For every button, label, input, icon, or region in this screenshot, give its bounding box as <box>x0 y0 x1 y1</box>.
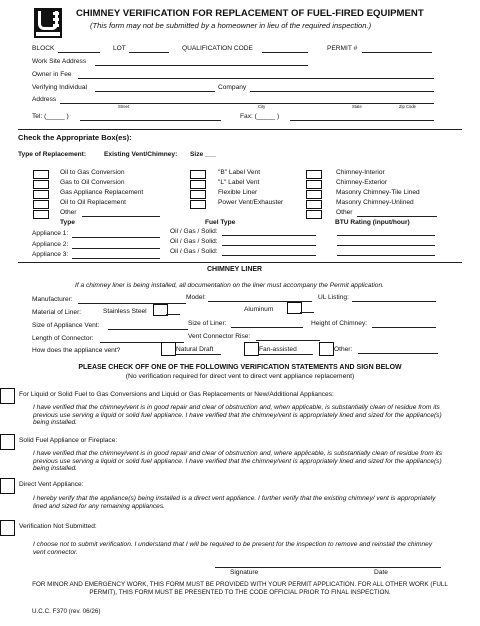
verification-3-text: I hereby verify that the appliance(s) being installed is a direct vent appliance. I further verify that the existing chimney/ vent is appropriately lined and sized for any remaining appliances. <box>33 495 436 510</box>
l-label-vent-label: "L" Label Vent <box>218 179 260 186</box>
size-liner-label: Size of Liner: <box>188 320 227 327</box>
natural-draft-underline <box>175 354 221 355</box>
signature-line[interactable] <box>215 567 441 568</box>
power-vent-label: Power Vent/Exhauster <box>218 199 284 206</box>
oil-to-gas-checkbox[interactable] <box>33 170 49 179</box>
qual-code-field[interactable] <box>262 52 308 53</box>
company-label: Company <box>218 84 247 91</box>
manufacturer-field[interactable] <box>78 303 186 304</box>
existing-vent-label: Existing Vent/Chimney: <box>104 151 178 158</box>
verification-1-text: I have verified that the chimney/vent is in good repair and clear of obstruction and, when applicable, is substantially clean of residue from its previous use serving a liquid or solid fuel appliance. I have verified that the chimney/vent is appropriately lined and sized for the appliance(s) being installed. <box>33 404 442 427</box>
appliance-3-type-field[interactable] <box>72 258 160 259</box>
other-replacement-field[interactable] <box>82 216 160 217</box>
b-label-vent-label: "B" Label Vent <box>218 169 261 176</box>
gas-to-oil-checkbox[interactable] <box>33 180 49 189</box>
city-caption: City <box>258 104 266 109</box>
verifying-field[interactable] <box>95 91 215 92</box>
unlined-checkbox[interactable] <box>306 200 322 209</box>
appliance-3-fuel-label: Oil / Gas / Solid: <box>170 248 218 255</box>
tel-field[interactable] <box>80 120 221 121</box>
btu-header: BTU Rating (input/hour) <box>335 219 410 226</box>
height-field[interactable] <box>372 327 436 328</box>
company-field[interactable] <box>250 91 434 92</box>
address-label: Address <box>32 96 57 103</box>
form-id: U.C.C. F370 (rev. 06/26) <box>32 608 101 615</box>
signature-label: Signature <box>230 569 259 576</box>
verifying-label: Verifying Individual <box>32 84 87 91</box>
work-site-field[interactable] <box>95 65 308 66</box>
appliance-3-label: Appliance 3: <box>32 251 69 258</box>
gas-to-oil-label: Gas to Oil Conversion <box>60 179 125 186</box>
fax-field[interactable] <box>290 120 434 121</box>
size-vent-field[interactable] <box>108 329 188 330</box>
appliance-2-label: Appliance 2: <box>32 241 69 248</box>
size-vent-label: Size of Appliance Vent: <box>32 322 100 329</box>
appliance-1-label: Appliance 1: <box>32 230 69 237</box>
verification-4-label: Verification Not Submitted: <box>19 523 97 530</box>
verification-1-label: For Liquid or Solid Fuel to Gas Conversions and Liquid or Gas Replacements or New/Additional Appliances: <box>19 391 334 398</box>
tile-lined-checkbox[interactable] <box>306 190 322 199</box>
owner-label: Owner in Fee <box>32 71 72 78</box>
other-chimney-checkbox[interactable] <box>306 210 322 219</box>
other-chimney-field[interactable] <box>357 216 437 217</box>
verification-2-label: Solid Fuel Appliance or Fireplace: <box>19 437 118 444</box>
oil-to-gas-label: Oil to Gas Conversion <box>60 169 125 176</box>
street-caption: Street <box>118 104 130 109</box>
power-vent-checkbox[interactable] <box>190 200 206 209</box>
appliance-2-btu-field[interactable] <box>337 245 435 246</box>
appliance-1-btu-field[interactable] <box>337 235 435 236</box>
lot-field[interactable] <box>129 52 169 53</box>
liner-divider <box>18 262 462 263</box>
aluminum-label: Aluminum <box>244 306 274 313</box>
tel-label: Tel: (_____ ) <box>32 113 69 120</box>
gas-replacement-checkbox[interactable] <box>33 190 49 199</box>
other-vent-label: Other: <box>334 346 353 353</box>
verification-subheading: (No verification required for direct vent to direct vent appliance replacement) <box>125 373 355 380</box>
chimney-interior-checkbox[interactable] <box>306 170 322 179</box>
chimney-exterior-label: Chimney-Exterior <box>336 179 387 186</box>
fuel-type-header: Fuel Type <box>205 219 236 226</box>
verification-4-text: I choose not to submit verification. I understand that I will be required to be present for the inspection to remove and reinstall the chimney vent connector. <box>33 541 433 556</box>
model-label: Model: <box>186 294 206 301</box>
qual-code-label: QUALIFICATION CODE <box>182 45 253 52</box>
appliance-3-fuel-field[interactable] <box>222 255 316 256</box>
height-label: Height of Chimney: <box>311 320 368 327</box>
other-vent-checkbox[interactable] <box>319 342 334 356</box>
fax-label: Fax: (_____ ) <box>240 113 280 120</box>
permit-field[interactable] <box>362 52 432 53</box>
appliance-2-fuel-field[interactable] <box>222 245 316 246</box>
stainless-label: Stainless Steel <box>103 308 147 315</box>
fan-assisted-label: Fan-assisted <box>259 346 297 353</box>
flexible-liner-label: Flexible Liner <box>218 189 258 196</box>
gas-replacement-label: Gas Appliance Replacement <box>60 189 144 196</box>
block-field[interactable] <box>58 52 100 53</box>
rise-label: Vent Connector Rise: <box>188 333 251 340</box>
state-caption: State <box>352 104 362 109</box>
b-label-vent-checkbox[interactable] <box>190 170 206 179</box>
aluminum-underline <box>300 312 314 313</box>
length-label: Length of Connector: <box>32 335 94 342</box>
rise-field[interactable] <box>256 340 320 341</box>
type-replacement-label: Type of Replacement: <box>18 151 87 158</box>
liner-heading: CHIMNEY LINER <box>207 266 263 273</box>
material-label: Material of Liner: <box>32 309 82 316</box>
verification-heading: PLEASE CHECK OFF ONE OF THE FOLLOWING VERIFICATION STATEMENTS AND SIGN BELOW <box>78 364 402 371</box>
other-replacement-label: Other <box>60 209 77 216</box>
verification-4-checkbox[interactable] <box>0 520 15 536</box>
liner-note: If a chimney liner is being installed, all documentation on the liner must accompany the Permit application. <box>75 282 384 289</box>
type-header: Type <box>60 219 75 226</box>
check-heading: Check the Appropriate Box(es): <box>18 133 132 142</box>
appliance-1-fuel-field[interactable] <box>222 235 316 236</box>
verification-2-checkbox[interactable] <box>0 434 15 450</box>
oil-replacement-checkbox[interactable] <box>33 200 49 209</box>
zip-caption: Zip Code <box>399 104 416 109</box>
natural-draft-label: Natural Draft <box>176 346 214 353</box>
unlined-label: Masonry Chimney-Unlined <box>336 199 414 206</box>
ucc-logo <box>34 8 62 38</box>
lot-label: LOT <box>113 45 126 52</box>
work-site-label: Work Site Address <box>32 58 87 65</box>
chimney-exterior-checkbox[interactable] <box>306 180 322 189</box>
address-field[interactable] <box>60 103 434 104</box>
natural-draft-checkbox[interactable] <box>161 342 176 356</box>
other-replacement-checkbox[interactable] <box>33 210 49 219</box>
flexible-liner-checkbox[interactable] <box>190 190 206 199</box>
verification-3-checkbox[interactable] <box>0 478 15 494</box>
oil-replacement-label: Oil to Oil Replacement <box>60 199 126 206</box>
fan-assisted-underline <box>258 354 313 355</box>
date-label: Date <box>374 569 388 576</box>
size-liner-field[interactable] <box>231 327 303 328</box>
how-vent-label: How does the appliance vent? <box>32 347 121 354</box>
verification-2-text: I have verified that the chimney/vent is in good repair and clear of obstruction and, where applicable, is substantially clean of residue from its previous use serving a liquid or solid fuel appliance. I have verified that the chimney/vent is appropriately lined and sized for the appliance(s) being installed. <box>33 450 443 473</box>
form-title: CHIMNEY VERIFICATION FOR REPLACEMENT OF FUEL-FIRED EQUIPMENT <box>76 8 424 19</box>
verification-3-label: Direct Vent Appliance: <box>19 481 84 488</box>
appliance-3-btu-field[interactable] <box>337 255 435 256</box>
form-subtitle: (This form may not be submitted by a homeowner in lieu of the required inspection.) <box>90 21 372 30</box>
verification-1-checkbox[interactable] <box>0 388 15 404</box>
block-label: BLOCK <box>32 45 55 52</box>
fan-assisted-checkbox[interactable] <box>244 342 259 356</box>
section-divider <box>18 129 462 130</box>
l-label-vent-checkbox[interactable] <box>190 180 206 189</box>
other-vent-field[interactable] <box>358 353 438 354</box>
owner-field[interactable] <box>78 78 434 79</box>
appliance-2-fuel-label: Oil / Gas / Solid: <box>170 238 218 245</box>
manufacturer-label: Manufacturer: <box>32 296 73 303</box>
ul-label: UL Listing: <box>318 294 349 301</box>
stainless-underline <box>166 314 180 315</box>
appliance-2-type-field[interactable] <box>72 248 160 249</box>
ul-field[interactable] <box>352 301 436 302</box>
appliance-1-type-field[interactable] <box>72 237 160 238</box>
chimney-interior-label: Chimney-Interior <box>336 169 385 176</box>
appliance-1-fuel-label: Oil / Gas / Solid: <box>170 228 218 235</box>
tile-lined-label: Masonry Chimney-Tile Lined <box>336 189 420 196</box>
size-label: Size ___ <box>190 151 217 158</box>
other-chimney-label: Other <box>336 209 353 216</box>
footer-notice: FOR MINOR AND EMERGENCY WORK, THIS FORM MUST BE PROVIDED WITH YOUR PERMIT APPLICATION. FOR ALL OTHER WORK (FULL PERMIT), THIS FORM MUST BE PRESENTED TO THE CODE OFFICIAL PRIOR TO FINAL INSPECTION. <box>32 581 448 596</box>
permit-label: PERMIT # <box>327 45 358 52</box>
